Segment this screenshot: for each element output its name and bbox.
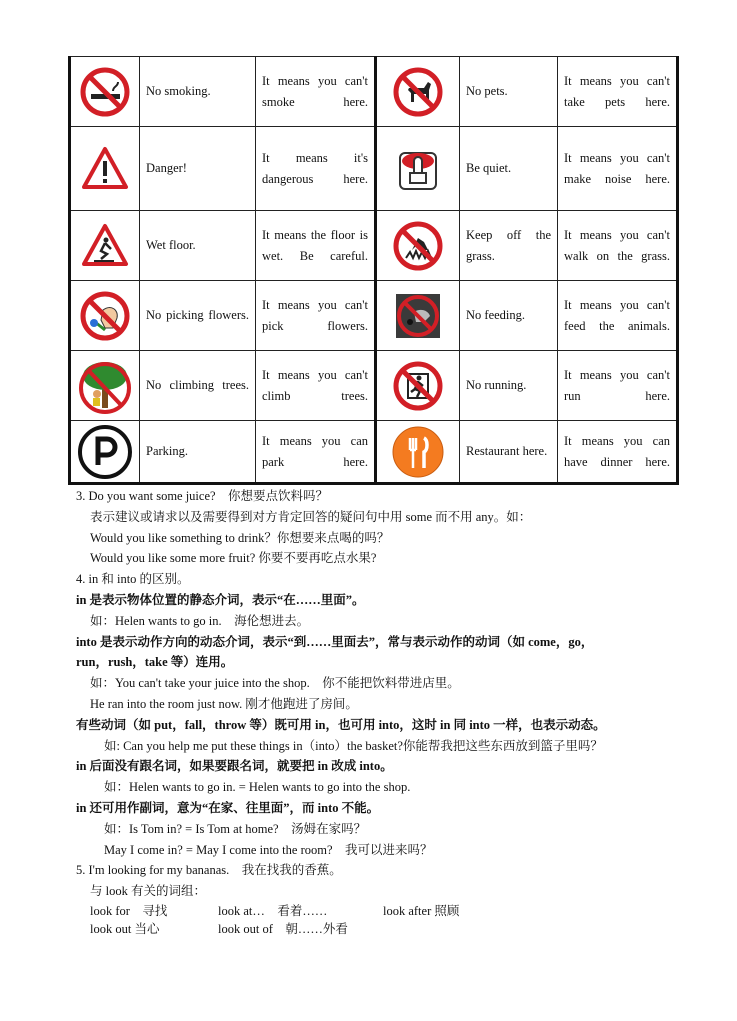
note-line: He ran into the room just now. 刚才他跑进了房间。: [90, 696, 358, 711]
sign-name: Restaurant here.: [460, 421, 558, 484]
sign-icon-cell: [70, 421, 140, 484]
sign-icon-cell: [70, 351, 140, 421]
note-line: 如：Is Tom in? = Is Tom at home? 汤姆在家吗？: [104, 821, 367, 836]
sign-icon-cell: [70, 57, 140, 127]
note-line: Would you like some more fruit? 你要不要再吃点水果?: [90, 551, 377, 566]
sign-name: Keep off the grass.: [460, 211, 558, 281]
sign-meaning: It means you can't pick flowers.: [256, 281, 376, 351]
sign-row: [70, 281, 678, 351]
note-line: 3. Do you want some juice? 你想要点饮料吗？: [76, 489, 329, 503]
restaurant-icon: [390, 424, 446, 480]
sign-name: No climbing trees.: [140, 351, 256, 421]
no-running-icon: [392, 360, 444, 412]
sign-icon-cell: [376, 421, 460, 484]
sign-icon-cell: [376, 211, 460, 281]
sign-icon-cell: [70, 281, 140, 351]
sign-name: No picking flowers.: [140, 281, 256, 351]
note-line: 如：Helen wants to go in. 海伦想进去。: [90, 613, 310, 628]
sign-meaning: It means you can park here.: [256, 421, 376, 484]
sign-name: No running.: [460, 351, 558, 421]
sign-meaning: It means it's dangerous here.: [256, 127, 376, 211]
keep-off-grass-icon: [392, 220, 444, 272]
phrase-row: [76, 920, 676, 938]
note-line: 如: Can you help me put these things in（into）the basket?你能帮我把这些东西放到篮子里吗？: [104, 738, 603, 753]
sign-meaning: It means you can't take pets here.: [558, 57, 678, 127]
no-feeding-icon: [392, 290, 444, 342]
phrase-item: look out 当心: [90, 921, 160, 936]
sign-row: [70, 127, 678, 211]
sign-name: Parking.: [140, 421, 256, 484]
note-line: 4. in 和 into 的区别。: [76, 572, 190, 587]
no-pets-icon: [392, 66, 444, 118]
sign-meaning: It means you can't feed the animals.: [558, 281, 678, 351]
note-line: Would you like something to drink？你想要来点喝的吗？: [90, 530, 390, 545]
phrase-item: look for 寻找: [90, 903, 168, 918]
sign-name: Wet floor.: [140, 211, 256, 281]
sign-name: No pets.: [460, 57, 558, 127]
note-line: 表示建议或请求以及需要得到对方肯定回答的疑问句中用 some 而不用 any。如：: [90, 509, 532, 524]
sign-icon-cell: [376, 57, 460, 127]
note-rule: run，rush，take 等）连用。: [76, 655, 234, 670]
note-line: 5. I'm looking for my bananas. 我在找我的香蕉。: [76, 863, 342, 878]
sign-name: No smoking.: [140, 57, 256, 127]
phrase-item: look out of 朝……外看: [218, 921, 348, 936]
wet-floor-icon: [79, 220, 131, 272]
phrase-row: [76, 902, 676, 920]
sign-name: No feeding.: [460, 281, 558, 351]
parking-icon: [77, 424, 133, 480]
note-line: 如：You can't take your juice into the shop. 你不能把饮料带进店里。: [90, 676, 460, 691]
note-rule: into 是表示动作方向的动态介词，表示“到……里面去”，常与表示动作的动词（如 come，go，: [76, 634, 594, 649]
sign-meaning: It means you can't walk on the grass.: [558, 211, 678, 281]
sign-icon-cell: [70, 127, 140, 211]
sign-icon-cell: [376, 127, 460, 211]
signs-table: [68, 56, 679, 485]
sign-meaning: It means you can't smoke here.: [256, 57, 376, 127]
sign-meaning: It means you can't climb trees.: [256, 351, 376, 421]
sign-meaning: It means the floor is wet. Be careful.: [256, 211, 376, 281]
note-rule: in 后面没有跟名词，如果要跟名词，就要把 in 改成 into。: [76, 759, 393, 774]
note-line: 与 look 有关的词组：: [90, 884, 206, 899]
no-climbing-trees-icon: [77, 358, 133, 414]
note-line: 如：Helen wants to go in. = Helen wants to go into the shop.: [104, 780, 411, 795]
note-rule: 有些动词（如 put，fall，throw 等）既可用 in，也可用 into，这时 in 同 into 一样，也表示动态。: [76, 717, 606, 732]
sign-icon-cell: [376, 351, 460, 421]
sign-row: [70, 421, 678, 484]
sign-row: [70, 351, 678, 421]
sign-meaning: It means you can't run here.: [558, 351, 678, 421]
sign-icon-cell: [376, 281, 460, 351]
sign-meaning: It means you can have dinner here.: [558, 421, 678, 484]
sign-name: Be quiet.: [460, 127, 558, 211]
note-rule: in 还可用作副词，意为“在家、往里面”，而 into 不能。: [76, 800, 380, 815]
be-quiet-icon: [392, 143, 444, 195]
no-smoking-icon: [79, 66, 131, 118]
no-picking-flowers-icon: [79, 290, 131, 342]
sign-icon-cell: [70, 211, 140, 281]
phrase-item: look at… 看着……: [218, 903, 328, 918]
grammar-notes: [76, 486, 676, 938]
sign-row: [70, 211, 678, 281]
note-line: May I come in? = May I come into the room? 我可以进来吗？: [104, 842, 433, 857]
phrase-item: look after 照顾: [383, 903, 460, 918]
note-rule: in 是表示物体位置的静态介词，表示“在……里面”。: [76, 592, 365, 607]
sign-name: Danger!: [140, 127, 256, 211]
danger-icon: [79, 143, 131, 195]
sign-row: [70, 57, 678, 127]
sign-meaning: It means you can't make noise here.: [558, 127, 678, 211]
